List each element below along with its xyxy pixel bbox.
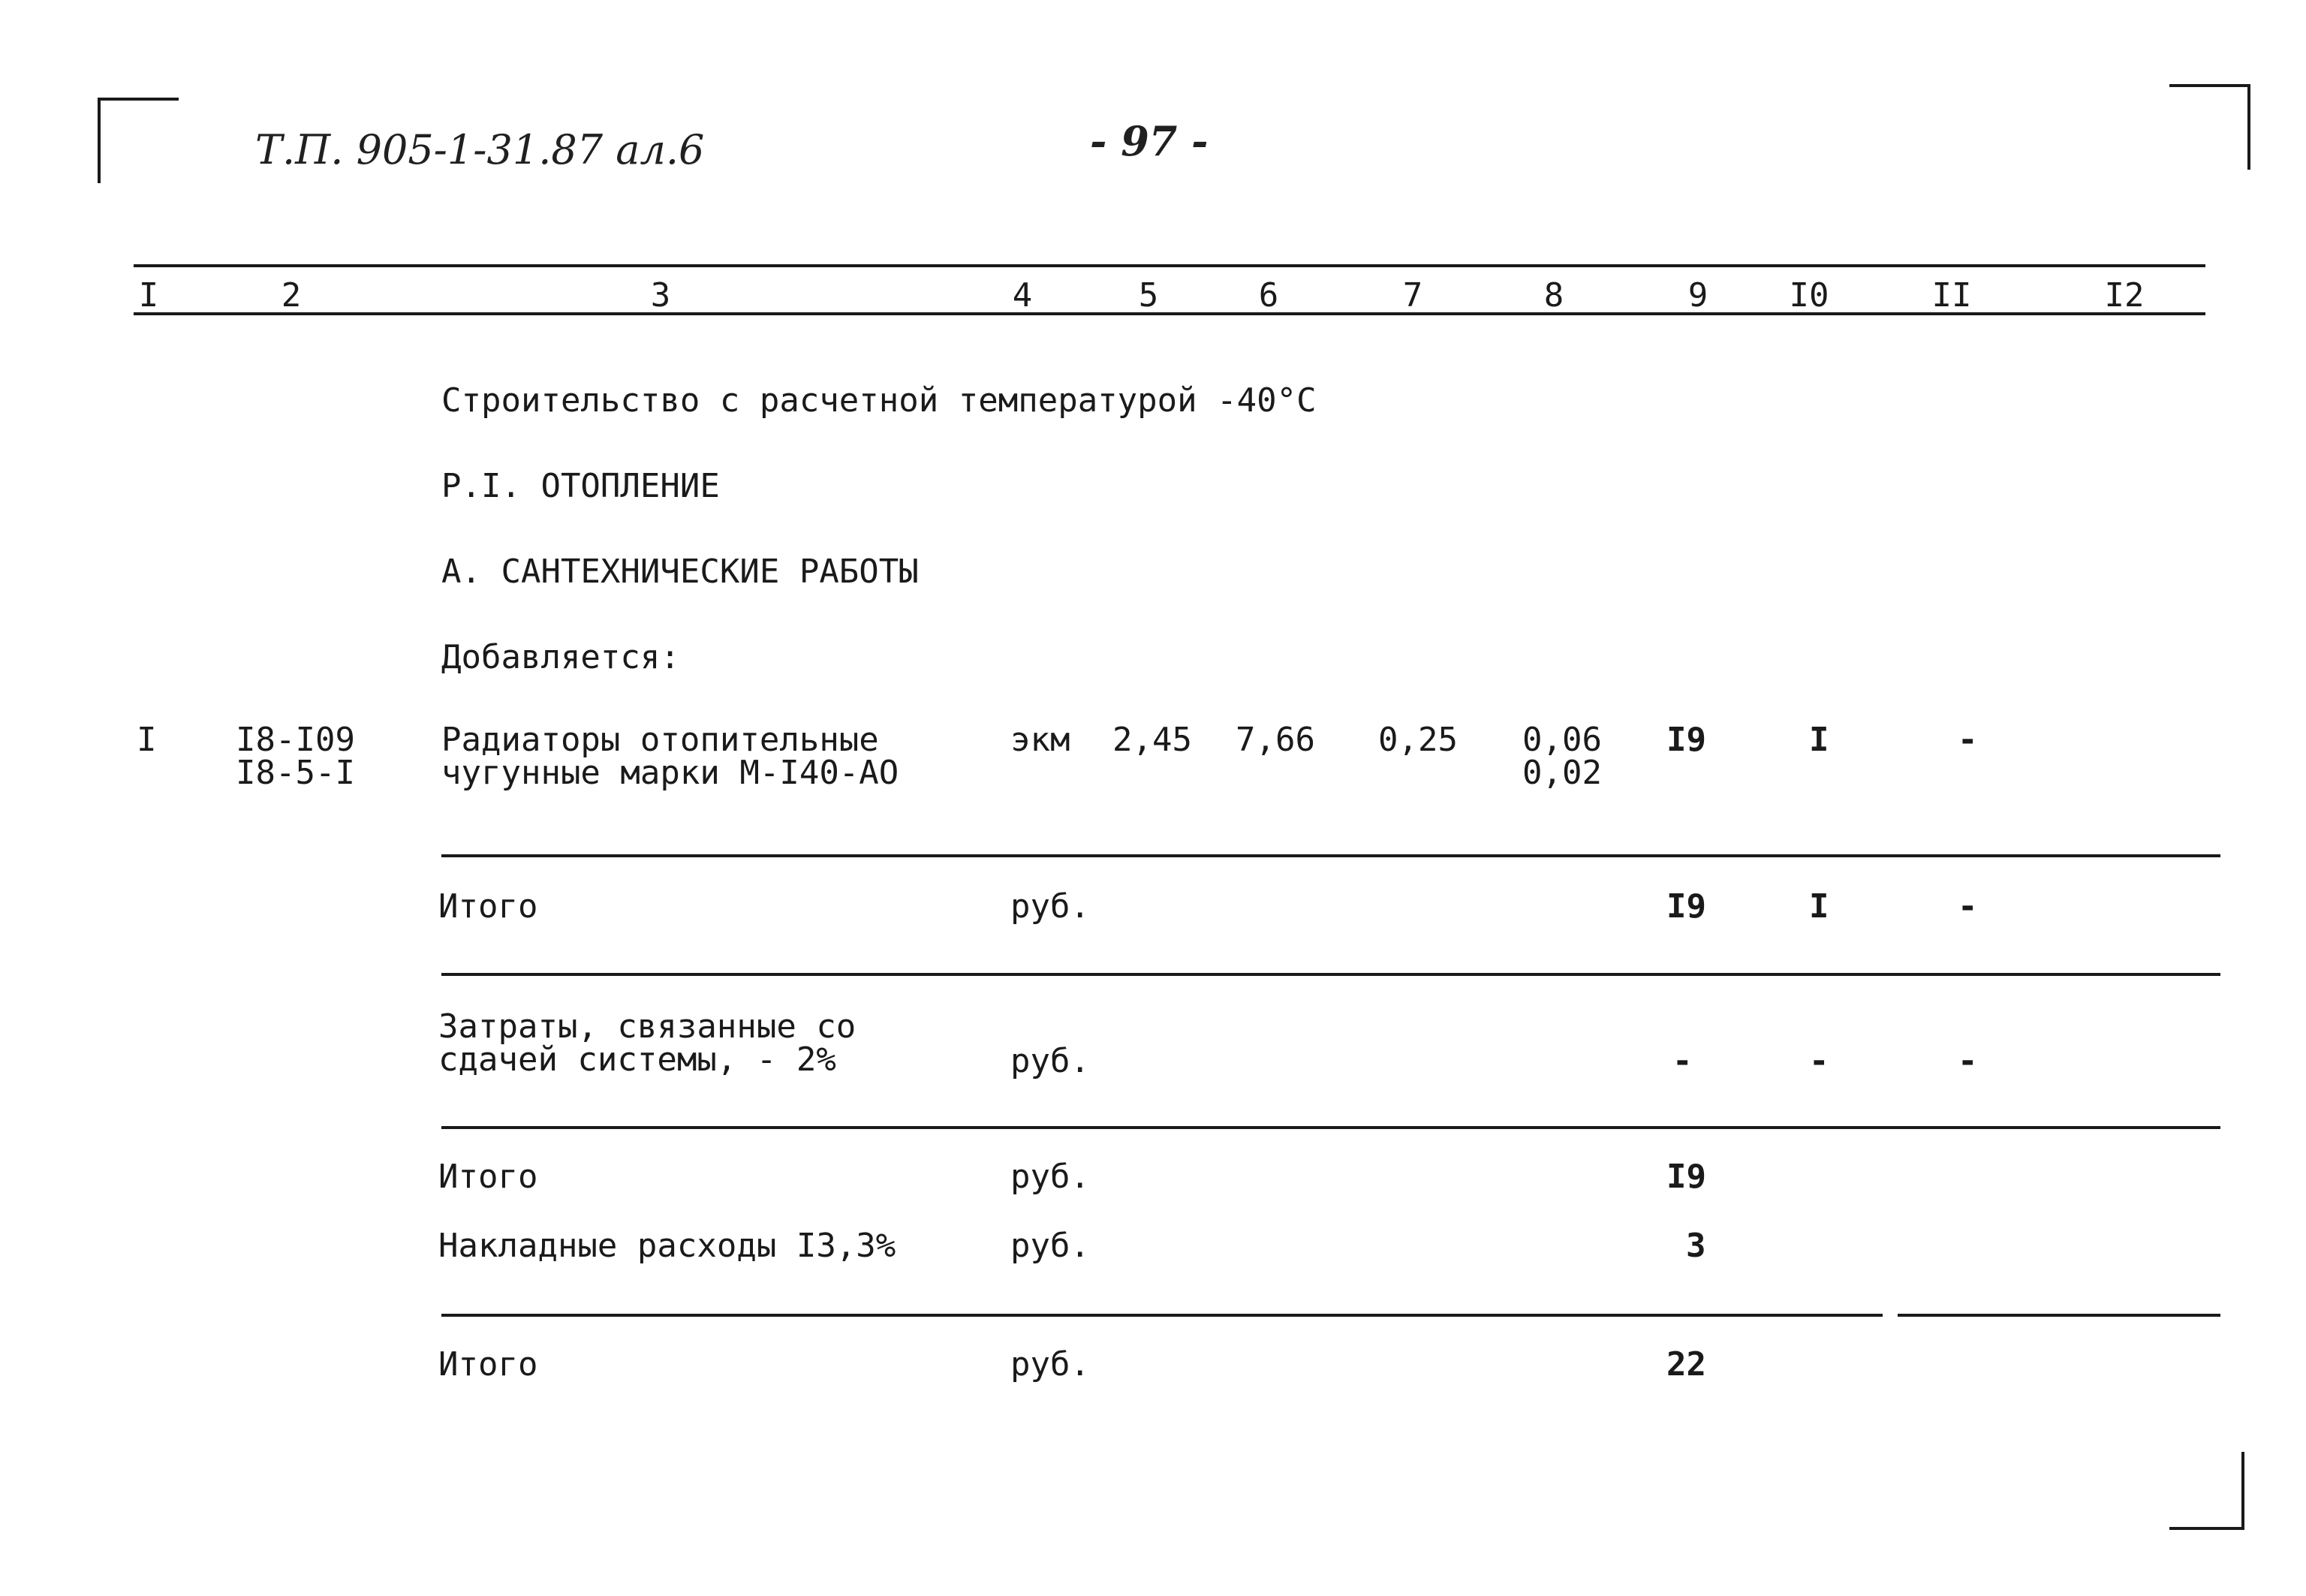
item-code: I8-5-I	[236, 754, 355, 792]
column-number: 6	[1258, 276, 1279, 315]
item-col6: 7,66	[1236, 721, 1315, 759]
row-rule	[441, 854, 2220, 857]
item-col10: I	[1809, 721, 1829, 759]
total-unit: руб.	[1010, 1345, 1090, 1384]
corner-mark-top-right	[2169, 84, 2250, 170]
total-label: Итого	[438, 887, 538, 926]
item-col11: -	[1958, 721, 1978, 759]
item-unit: экм	[1010, 721, 1070, 759]
corner-mark-bottom-right	[2169, 1452, 2244, 1530]
column-number: 8	[1543, 276, 1564, 315]
total-unit: руб.	[1010, 1042, 1090, 1080]
total-label: Итого	[438, 1158, 538, 1196]
part-heading: Р.I. ОТОПЛЕНИЕ	[441, 467, 720, 505]
row-rule	[441, 1126, 2220, 1129]
item-code: I8-I09	[236, 721, 355, 759]
total-unit: руб.	[1010, 1158, 1090, 1196]
total-unit: руб.	[1010, 887, 1090, 926]
column-number: I	[138, 276, 159, 315]
item-col8: 0,06	[1522, 721, 1602, 759]
item-col9: I9	[1666, 721, 1706, 759]
total-col9: I9	[1666, 887, 1706, 926]
total-label-line: Затраты, связанные со	[438, 1007, 856, 1046]
total-col10: -	[1809, 1042, 1829, 1080]
total-label: Накладные расходы I3,3%	[438, 1227, 896, 1265]
column-number: II	[1931, 276, 1972, 315]
added-label: Добавляется:	[441, 638, 680, 676]
document-code: Т.П. 905-1-31.87 ал.6	[255, 126, 705, 173]
total-col11: -	[1958, 1042, 1978, 1080]
item-col7: 0,25	[1378, 721, 1458, 759]
column-number: 7	[1402, 276, 1423, 315]
column-number: I2	[2104, 276, 2145, 315]
column-number: I0	[1789, 276, 1829, 315]
total-label: Итого	[438, 1345, 538, 1384]
column-number: 9	[1687, 276, 1708, 315]
item-number: I	[137, 721, 157, 759]
section-title: Строительство с расчетной температурой -40°С	[441, 381, 1317, 420]
total-col9: I9	[1666, 1158, 1706, 1196]
total-label-line: сдачей системы, - 2%	[438, 1040, 836, 1079]
total-col9: 3	[1686, 1227, 1706, 1265]
total-col10: I	[1809, 887, 1829, 926]
column-number: 3	[650, 276, 671, 315]
item-name-line: Радиаторы отопительные	[441, 721, 879, 759]
subsection-heading: А. САНТЕХНИЧЕСКИЕ РАБОТЫ	[441, 553, 919, 591]
row-rule	[441, 973, 2220, 976]
total-unit: руб.	[1010, 1227, 1090, 1265]
item-col5: 2,45	[1112, 721, 1192, 759]
column-number: 4	[1012, 276, 1033, 315]
item-name-line: чугунные марки М-I40-АО	[441, 754, 899, 792]
total-col11: -	[1958, 887, 1978, 926]
row-rule	[1898, 1314, 2220, 1317]
header-top-rule	[134, 264, 2205, 267]
item-col8: 0,02	[1522, 754, 1602, 792]
corner-mark-top-left	[98, 98, 179, 183]
page-number: - 97 -	[1090, 117, 1209, 165]
total-col9: -	[1672, 1042, 1693, 1080]
column-number: 5	[1138, 276, 1159, 315]
column-number: 2	[281, 276, 302, 315]
row-rule	[441, 1314, 1883, 1317]
total-col9: 22	[1666, 1345, 1706, 1384]
